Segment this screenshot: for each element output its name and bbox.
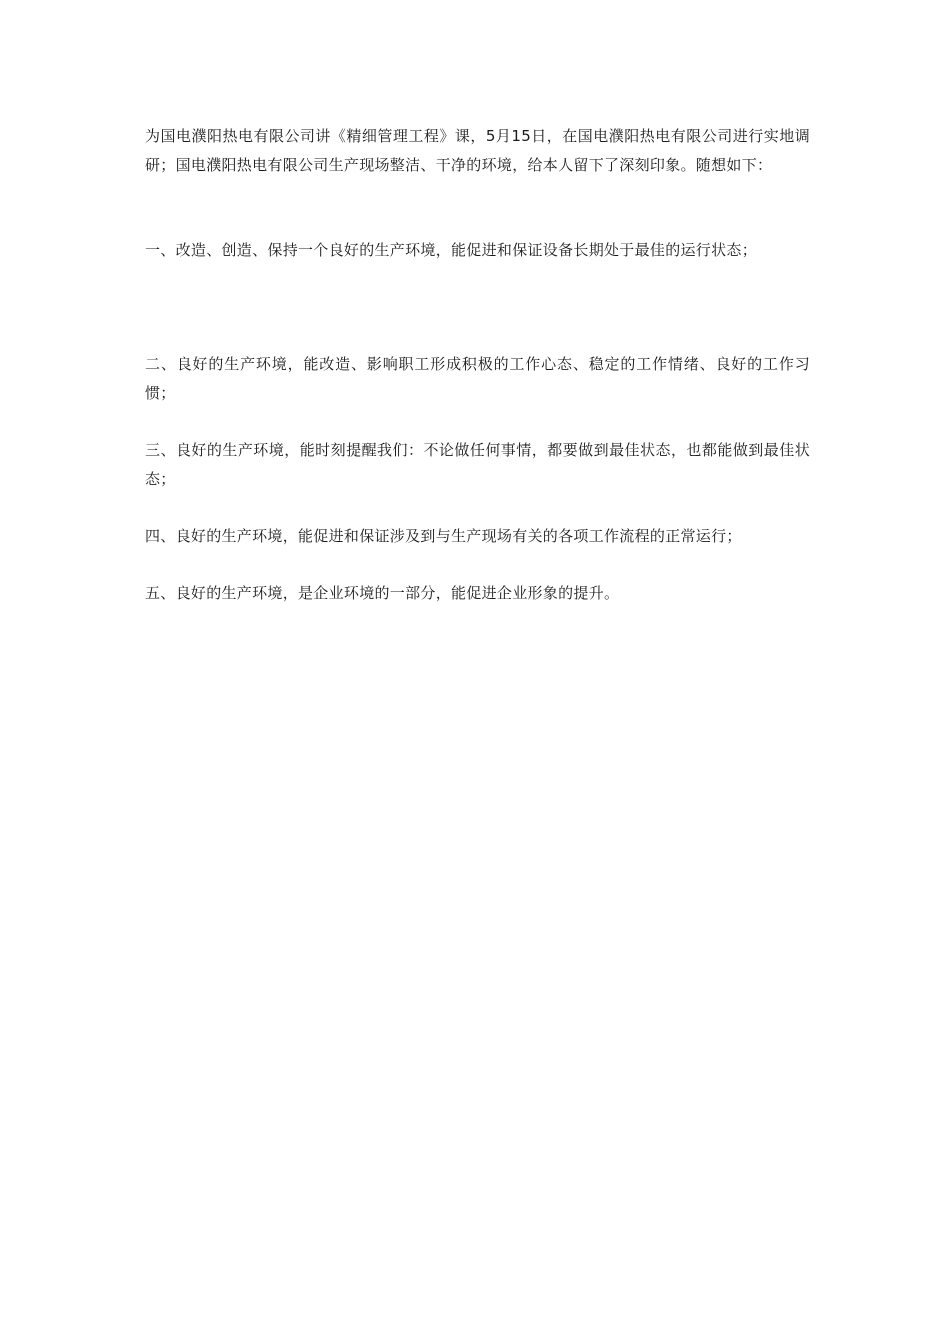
document-body: [145, 122, 810, 608]
point-paragraph-2: 二、良好的生产环境，能改造、影响职工形成积极的工作心态、稳定的工作情绪、良好的工作习惯；: [145, 355, 810, 402]
intro-paragraph: 为国电濮阳热电有限公司讲《精细管理工程》课，5月15日，在国电濮阳热电有限公司进行实地调研；国电濮阳热电有限公司生产现场整洁、干净的环境，给本人留下了深刻印象。随想如下：: [145, 127, 810, 174]
point-paragraph-5: 五、良好的生产环境，是企业环境的一部分，能促进企业形象的提升。: [145, 584, 620, 602]
point-paragraph-3: 三、良好的生产环境，能时刻提醒我们：不论做任何事情，都要做到最佳状态，也都能做到最佳状态；: [145, 441, 810, 488]
point-paragraph-4: 四、良好的生产环境，能促进和保证涉及到与生产现场有关的各项工作流程的正常运行；: [145, 527, 742, 545]
point-paragraph-1: 一、改造、创造、保持一个良好的生产环境，能促进和保证设备长期处于最佳的运行状态；: [145, 241, 758, 259]
